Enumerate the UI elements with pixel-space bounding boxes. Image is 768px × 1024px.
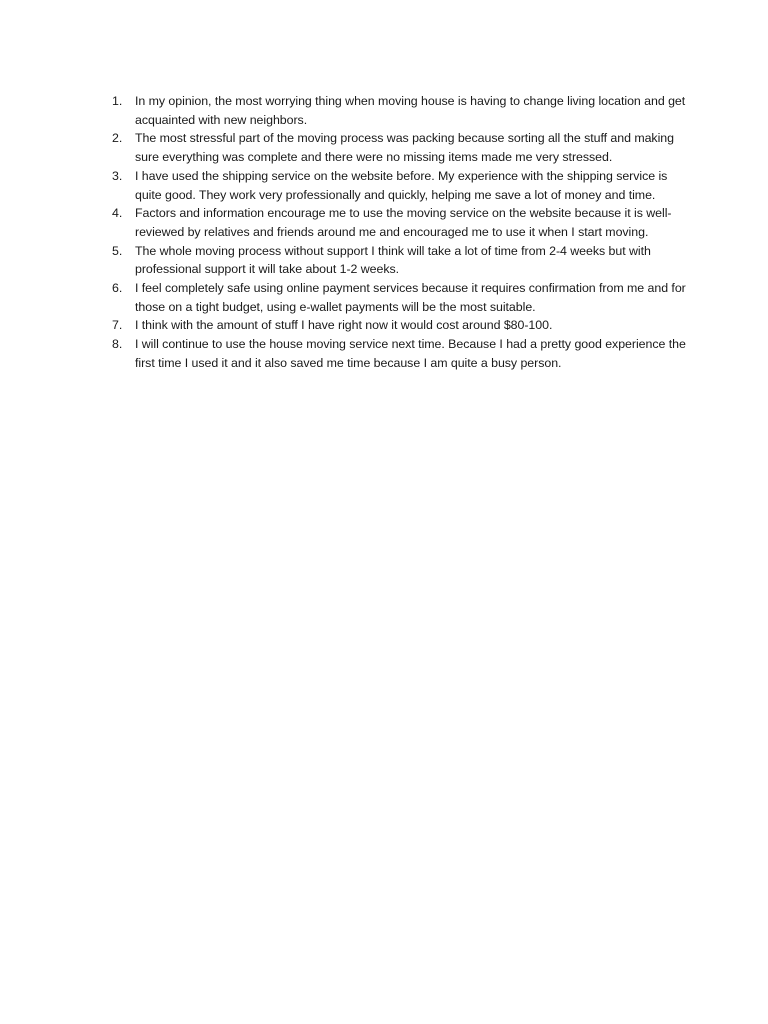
- item-text: I will continue to use the house moving service next time. Because I had a pretty good experience the first time I used it and it also saved me time because I am quite a busy person.: [135, 337, 686, 370]
- item-text: I feel completely safe using online payment services because it requires confirmation from me and for those on a tight budget, using e-wallet payments will be the most suitable.: [135, 281, 686, 314]
- item-text: I have used the shipping service on the website before. My experience with the shipping service is quite good. They work very professionally and quickly, helping me save a lot of money and time.: [135, 168, 668, 202]
- item-text: Factors and information encourage me to use the moving service on the website because it is well-reviewed by relatives and friends around me and encouraged me to use it when I start moving.: [135, 206, 672, 239]
- item-number: 1.: [112, 94, 123, 108]
- item-number: 7.: [112, 318, 123, 333]
- item-text: In my opinion, the most worrying thing when moving house is having to change living location and get acquainted with new neighbors.: [135, 94, 686, 127]
- item-number: 6.: [112, 281, 123, 296]
- list-item: [108, 279, 688, 316]
- item-text: The whole moving process without support I think will take a lot of time from 2-4 weeks but with professional support it will take about 1-2 weeks.: [135, 243, 651, 277]
- item-number: 3.: [112, 168, 123, 183]
- list-item: [108, 204, 688, 241]
- item-number: 2.: [112, 131, 123, 146]
- item-text: I think with the amount of stuff I have right now it would cost around $80-100.: [135, 318, 553, 333]
- list-item: [108, 316, 688, 335]
- answer-list: [108, 92, 688, 373]
- list-item: [108, 92, 688, 129]
- list-item: [108, 167, 688, 204]
- list-item: [108, 129, 688, 166]
- item-number: 5.: [112, 243, 123, 258]
- list-item: [108, 335, 688, 372]
- item-number: 4.: [112, 206, 123, 221]
- item-number: 8.: [112, 337, 123, 352]
- item-text: The most stressful part of the moving process was packing because sorting all the stuff and making sure everything was complete and there were no missing items made me very stressed.: [135, 131, 674, 165]
- list-item: [108, 242, 688, 279]
